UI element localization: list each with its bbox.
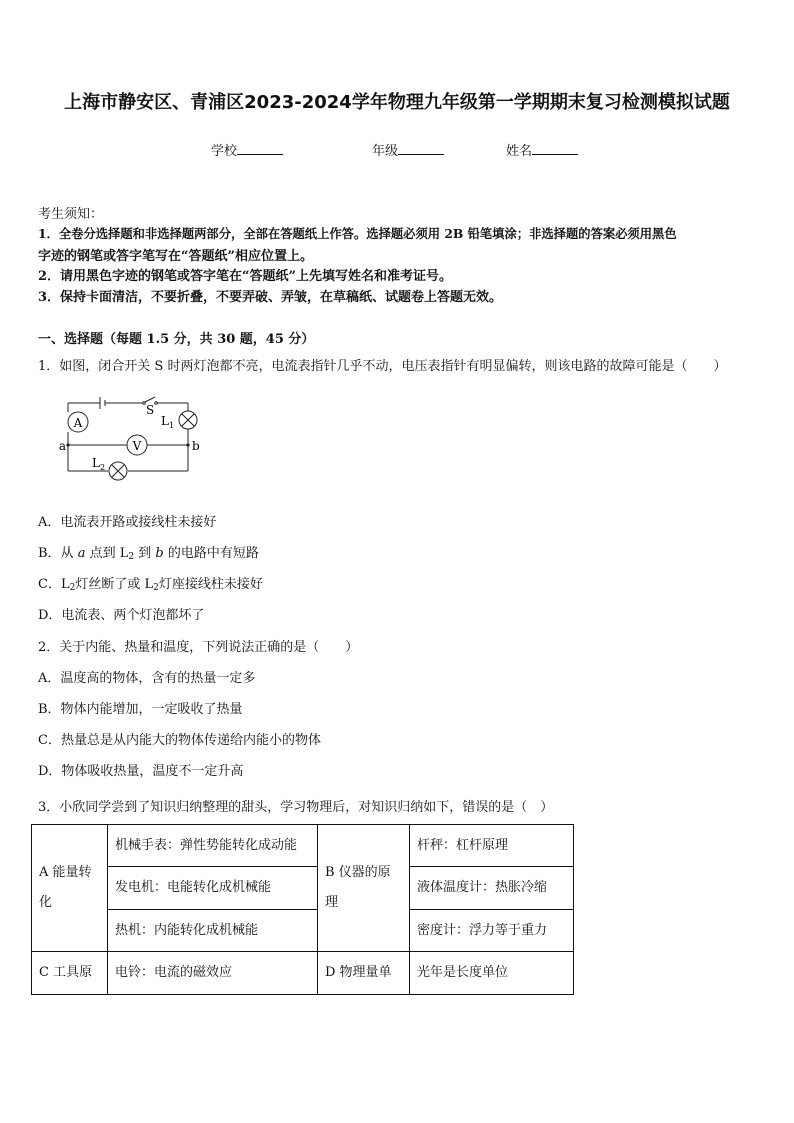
q1-option-a[interactable]: A．电流表开路或接线柱未接好 — [38, 515, 217, 530]
voltmeter-label: V — [132, 439, 142, 453]
ammeter-symbol — [68, 412, 88, 432]
page-title: 上海市静安区、青浦区2023-2024学年物理九年级第一学期期末复习检测模拟试题 — [64, 92, 730, 113]
notice-line-1: 1．全卷分选择题和非选择题两部分，全部在答题纸上作答。选择题必须用 2B 铅笔填涂；非选择题的答案必须用黑色 — [38, 226, 677, 241]
q2-stem: 2．关于内能、热量和温度，下列说法正确的是（ ） — [38, 640, 359, 655]
table-cell-a3: 热机：内能转化成机械能 — [108, 910, 318, 952]
q2-option-d[interactable]: D．物体吸收热量，温度不一定升高 — [38, 764, 244, 779]
circuit-diagram — [60, 388, 210, 488]
notice-heading: 考生须知： — [38, 207, 104, 222]
table-cell-a-label: A 能量转化 — [32, 825, 108, 952]
notice-line-2: 2．请用黑色字迹的钢笔或答字笔在“答题纸”上先填写姓名和准考证号。 — [38, 269, 453, 284]
grade-label: 年级 — [372, 144, 399, 159]
q3-stem: 3．小欣同学尝到了知识归纳整理的甜头，学习物理后，对知识归纳如下，错误的是（ ） — [38, 800, 554, 815]
school-blank[interactable] — [237, 142, 283, 155]
grade-blank[interactable] — [398, 142, 444, 155]
notice-line-3: 3．保持卡面清洁，不要折叠，不要弄破、弄皱，在草稿纸、试题卷上答题无效。 — [38, 290, 503, 305]
voltmeter-symbol — [127, 435, 147, 455]
table-cell-a2: 发电机：电能转化成机械能 — [108, 867, 318, 910]
q1-option-b[interactable]: B．从 a 点到 $L_2$ 到 b 的电路中有短路 — [38, 546, 259, 562]
q2-option-a[interactable]: A．温度高的物体，含有的热量一定多 — [38, 671, 256, 686]
l2-label: $L_2$ — [92, 456, 106, 472]
section-heading: 一、选择题（每题 1.5 分，共 30 题，45 分） — [38, 332, 315, 347]
table-cell-d1: 光年是长度单位 — [410, 952, 574, 995]
table-cell-c-label: C 工具原 — [32, 952, 108, 995]
node-a-label: a — [58, 439, 66, 453]
lamp-l1-symbol — [179, 411, 197, 429]
node-b-label: b — [192, 439, 200, 453]
ammeter-label: A — [73, 416, 83, 430]
table-cell-b1: 杆秤：杠杆原理 — [410, 825, 574, 867]
name-blank[interactable] — [532, 142, 578, 155]
q2-option-b[interactable]: B．物体内能增加，一定吸收了热量 — [38, 702, 243, 717]
notice-line-1b: 字迹的钢笔或答字笔写在“答题纸”相应位置上。 — [38, 249, 313, 264]
school-field[interactable] — [211, 140, 283, 159]
name-field[interactable] — [506, 140, 578, 159]
table-cell-d-label: D 物理量单 — [318, 952, 410, 995]
name-label: 姓名 — [506, 144, 533, 159]
table-cell-a1: 机械手表：弹性势能转化成动能 — [108, 825, 318, 867]
switch-label: S — [146, 403, 155, 417]
lamp-l2-symbol — [109, 462, 127, 480]
table-cell-c1: 电铃：电流的磁效应 — [108, 952, 318, 995]
q1-option-c[interactable]: C．$L_2$灯丝断了或 $L_2$灯座接线柱未接好 — [38, 577, 263, 593]
grade-field[interactable] — [372, 140, 444, 159]
q3-knowledge-table — [31, 824, 574, 995]
table-cell-b2: 液体温度计：热胀冷缩 — [410, 867, 574, 910]
table-cell-b-label: B 仪器的原理 — [318, 825, 410, 952]
school-label: 学校 — [211, 144, 238, 159]
l1-label: $L_1$ — [161, 414, 175, 430]
q1-option-d[interactable]: D．电流表、两个灯泡都坏了 — [38, 608, 205, 623]
q1-stem: 1．如图，闭合开关 S 时两灯泡都不亮，电流表指针几乎不动，电压表指针有明显偏转，则该电路的故障可能是（ ） — [38, 359, 727, 374]
q2-option-c[interactable]: C．热量总是从内能大的物体传递给内能小的物体 — [38, 733, 321, 748]
table-cell-b3: 密度计：浮力等于重力 — [410, 910, 574, 952]
